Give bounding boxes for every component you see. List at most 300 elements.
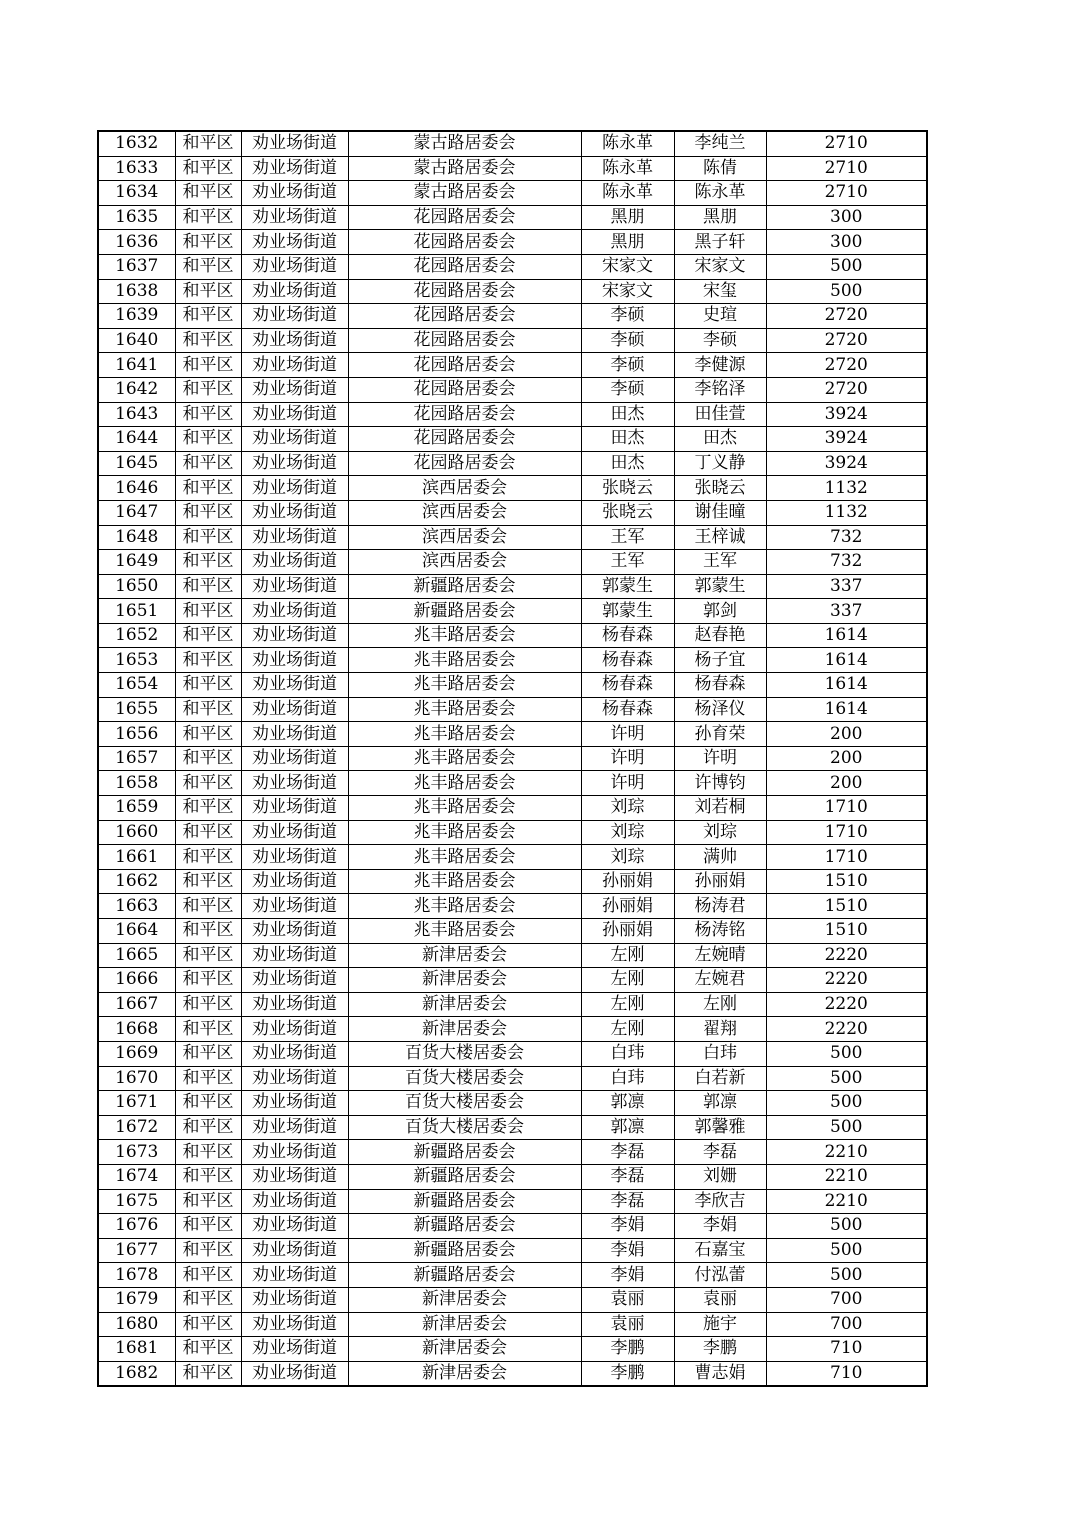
table-row bbox=[98, 476, 927, 501]
district-cell: 和平区 bbox=[175, 919, 241, 944]
amount-cell: 700 bbox=[766, 1287, 927, 1312]
district-cell: 和平区 bbox=[175, 1189, 241, 1214]
district-cell: 和平区 bbox=[175, 1287, 241, 1312]
row-number-cell: 1662 bbox=[98, 869, 175, 894]
committee-cell: 新疆路居委会 bbox=[348, 1263, 581, 1288]
amount-cell: 2210 bbox=[766, 1164, 927, 1189]
committee-cell: 花园路居委会 bbox=[348, 353, 581, 378]
street-cell: 劝业场街道 bbox=[241, 1214, 348, 1239]
street-cell: 劝业场街道 bbox=[241, 377, 348, 402]
amount-cell: 337 bbox=[766, 574, 927, 599]
district-cell: 和平区 bbox=[175, 1041, 241, 1066]
household-head-cell: 田杰 bbox=[581, 451, 674, 476]
row-number-cell: 1637 bbox=[98, 254, 175, 279]
table-row bbox=[98, 771, 927, 796]
row-number-cell: 1667 bbox=[98, 992, 175, 1017]
street-cell: 劝业场街道 bbox=[241, 1164, 348, 1189]
committee-cell: 花园路居委会 bbox=[348, 427, 581, 452]
row-number-cell: 1670 bbox=[98, 1066, 175, 1091]
household-head-cell: 郭蒙生 bbox=[581, 599, 674, 624]
household-head-cell: 袁丽 bbox=[581, 1312, 674, 1337]
household-head-cell: 白玮 bbox=[581, 1066, 674, 1091]
member-name-cell: 杨涛君 bbox=[674, 894, 766, 919]
member-name-cell: 曹志娟 bbox=[674, 1361, 766, 1386]
amount-cell: 700 bbox=[766, 1312, 927, 1337]
table-row bbox=[98, 1361, 927, 1386]
household-head-cell: 郭蒙生 bbox=[581, 574, 674, 599]
row-number-cell: 1636 bbox=[98, 230, 175, 255]
row-number-cell: 1678 bbox=[98, 1263, 175, 1288]
street-cell: 劝业场街道 bbox=[241, 1361, 348, 1386]
district-cell: 和平区 bbox=[175, 1164, 241, 1189]
committee-cell: 滨西居委会 bbox=[348, 550, 581, 575]
row-number-cell: 1672 bbox=[98, 1115, 175, 1140]
district-cell: 和平区 bbox=[175, 402, 241, 427]
member-name-cell: 左刚 bbox=[674, 992, 766, 1017]
table-row bbox=[98, 131, 927, 156]
street-cell: 劝业场街道 bbox=[241, 1263, 348, 1288]
district-cell: 和平区 bbox=[175, 377, 241, 402]
committee-cell: 新疆路居委会 bbox=[348, 1164, 581, 1189]
district-cell: 和平区 bbox=[175, 427, 241, 452]
amount-cell: 500 bbox=[766, 1115, 927, 1140]
household-head-cell: 李硕 bbox=[581, 304, 674, 329]
amount-cell: 500 bbox=[766, 1041, 927, 1066]
member-name-cell: 李磊 bbox=[674, 1140, 766, 1165]
member-name-cell: 许明 bbox=[674, 746, 766, 771]
amount-cell: 2220 bbox=[766, 943, 927, 968]
row-number-cell: 1648 bbox=[98, 525, 175, 550]
committee-cell: 新疆路居委会 bbox=[348, 574, 581, 599]
household-head-cell: 李磊 bbox=[581, 1140, 674, 1165]
member-name-cell: 杨子宜 bbox=[674, 648, 766, 673]
table-row bbox=[98, 722, 927, 747]
committee-cell: 新津居委会 bbox=[348, 943, 581, 968]
member-name-cell: 孙育荣 bbox=[674, 722, 766, 747]
amount-cell: 500 bbox=[766, 1066, 927, 1091]
amount-cell: 2220 bbox=[766, 1017, 927, 1042]
district-cell: 和平区 bbox=[175, 451, 241, 476]
district-cell: 和平区 bbox=[175, 746, 241, 771]
row-number-cell: 1658 bbox=[98, 771, 175, 796]
amount-cell: 2720 bbox=[766, 353, 927, 378]
amount-cell: 1614 bbox=[766, 623, 927, 648]
household-head-cell: 陈永革 bbox=[581, 131, 674, 156]
district-cell: 和平区 bbox=[175, 181, 241, 206]
row-number-cell: 1661 bbox=[98, 845, 175, 870]
row-number-cell: 1665 bbox=[98, 943, 175, 968]
household-head-cell: 白玮 bbox=[581, 1041, 674, 1066]
member-name-cell: 郭剑 bbox=[674, 599, 766, 624]
table-row bbox=[98, 181, 927, 206]
street-cell: 劝业场街道 bbox=[241, 648, 348, 673]
district-cell: 和平区 bbox=[175, 697, 241, 722]
member-name-cell: 石嘉宝 bbox=[674, 1238, 766, 1263]
table-row bbox=[98, 1017, 927, 1042]
table-row bbox=[98, 648, 927, 673]
household-head-cell: 刘琮 bbox=[581, 796, 674, 821]
amount-cell: 2210 bbox=[766, 1189, 927, 1214]
table-row bbox=[98, 377, 927, 402]
committee-cell: 花园路居委会 bbox=[348, 230, 581, 255]
row-number-cell: 1655 bbox=[98, 697, 175, 722]
household-head-cell: 王军 bbox=[581, 525, 674, 550]
amount-cell: 2710 bbox=[766, 156, 927, 181]
street-cell: 劝业场街道 bbox=[241, 279, 348, 304]
member-name-cell: 丁义静 bbox=[674, 451, 766, 476]
district-cell: 和平区 bbox=[175, 1263, 241, 1288]
committee-cell: 兆丰路居委会 bbox=[348, 894, 581, 919]
member-name-cell: 左婉晴 bbox=[674, 943, 766, 968]
household-head-cell: 黑朋 bbox=[581, 230, 674, 255]
row-number-cell: 1664 bbox=[98, 919, 175, 944]
district-cell: 和平区 bbox=[175, 279, 241, 304]
committee-cell: 花园路居委会 bbox=[348, 304, 581, 329]
amount-cell: 500 bbox=[766, 279, 927, 304]
table-row bbox=[98, 697, 927, 722]
member-name-cell: 孙丽娟 bbox=[674, 869, 766, 894]
committee-cell: 新疆路居委会 bbox=[348, 1140, 581, 1165]
district-cell: 和平区 bbox=[175, 254, 241, 279]
household-head-cell: 陈永革 bbox=[581, 156, 674, 181]
table-row bbox=[98, 623, 927, 648]
row-number-cell: 1681 bbox=[98, 1337, 175, 1362]
table-row bbox=[98, 796, 927, 821]
committee-cell: 兆丰路居委会 bbox=[348, 623, 581, 648]
table-row bbox=[98, 992, 927, 1017]
street-cell: 劝业场街道 bbox=[241, 156, 348, 181]
household-head-cell: 孙丽娟 bbox=[581, 894, 674, 919]
street-cell: 劝业场街道 bbox=[241, 254, 348, 279]
row-number-cell: 1649 bbox=[98, 550, 175, 575]
district-cell: 和平区 bbox=[175, 943, 241, 968]
amount-cell: 1710 bbox=[766, 845, 927, 870]
street-cell: 劝业场街道 bbox=[241, 845, 348, 870]
street-cell: 劝业场街道 bbox=[241, 550, 348, 575]
household-head-cell: 杨春森 bbox=[581, 697, 674, 722]
amount-cell: 1510 bbox=[766, 869, 927, 894]
street-cell: 劝业场街道 bbox=[241, 919, 348, 944]
district-cell: 和平区 bbox=[175, 353, 241, 378]
amount-cell: 200 bbox=[766, 722, 927, 747]
amount-cell: 1132 bbox=[766, 476, 927, 501]
district-cell: 和平区 bbox=[175, 845, 241, 870]
committee-cell: 兆丰路居委会 bbox=[348, 697, 581, 722]
table-row bbox=[98, 1189, 927, 1214]
row-number-cell: 1650 bbox=[98, 574, 175, 599]
committee-cell: 新津居委会 bbox=[348, 1287, 581, 1312]
household-head-cell: 李磊 bbox=[581, 1164, 674, 1189]
member-name-cell: 郭凛 bbox=[674, 1091, 766, 1116]
member-name-cell: 陈永革 bbox=[674, 181, 766, 206]
amount-cell: 1614 bbox=[766, 648, 927, 673]
district-cell: 和平区 bbox=[175, 599, 241, 624]
committee-cell: 百货大楼居委会 bbox=[348, 1115, 581, 1140]
street-cell: 劝业场街道 bbox=[241, 574, 348, 599]
table-row bbox=[98, 1091, 927, 1116]
committee-cell: 花园路居委会 bbox=[348, 205, 581, 230]
district-cell: 和平区 bbox=[175, 230, 241, 255]
street-cell: 劝业场街道 bbox=[241, 623, 348, 648]
street-cell: 劝业场街道 bbox=[241, 328, 348, 353]
committee-cell: 百货大楼居委会 bbox=[348, 1066, 581, 1091]
member-name-cell: 宋家文 bbox=[674, 254, 766, 279]
district-cell: 和平区 bbox=[175, 1214, 241, 1239]
household-head-cell: 田杰 bbox=[581, 402, 674, 427]
street-cell: 劝业场街道 bbox=[241, 894, 348, 919]
amount-cell: 1710 bbox=[766, 796, 927, 821]
street-cell: 劝业场街道 bbox=[241, 722, 348, 747]
row-number-cell: 1671 bbox=[98, 1091, 175, 1116]
member-name-cell: 李纯兰 bbox=[674, 131, 766, 156]
member-name-cell: 李欣吉 bbox=[674, 1189, 766, 1214]
table-row bbox=[98, 500, 927, 525]
household-head-cell: 王军 bbox=[581, 550, 674, 575]
street-cell: 劝业场街道 bbox=[241, 353, 348, 378]
table-row bbox=[98, 1312, 927, 1337]
street-cell: 劝业场街道 bbox=[241, 304, 348, 329]
row-number-cell: 1659 bbox=[98, 796, 175, 821]
committee-cell: 兆丰路居委会 bbox=[348, 673, 581, 698]
member-name-cell: 白若新 bbox=[674, 1066, 766, 1091]
row-number-cell: 1657 bbox=[98, 746, 175, 771]
street-cell: 劝业场街道 bbox=[241, 1115, 348, 1140]
member-name-cell: 刘姗 bbox=[674, 1164, 766, 1189]
member-name-cell: 陈倩 bbox=[674, 156, 766, 181]
committee-cell: 新疆路居委会 bbox=[348, 1214, 581, 1239]
committee-cell: 花园路居委会 bbox=[348, 451, 581, 476]
committee-cell: 新津居委会 bbox=[348, 1361, 581, 1386]
committee-cell: 滨西居委会 bbox=[348, 476, 581, 501]
amount-cell: 500 bbox=[766, 1238, 927, 1263]
household-head-cell: 李硕 bbox=[581, 353, 674, 378]
district-cell: 和平区 bbox=[175, 673, 241, 698]
amount-cell: 3924 bbox=[766, 427, 927, 452]
street-cell: 劝业场街道 bbox=[241, 1312, 348, 1337]
committee-cell: 滨西居委会 bbox=[348, 500, 581, 525]
member-name-cell: 李硕 bbox=[674, 328, 766, 353]
street-cell: 劝业场街道 bbox=[241, 673, 348, 698]
row-number-cell: 1673 bbox=[98, 1140, 175, 1165]
street-cell: 劝业场街道 bbox=[241, 1140, 348, 1165]
row-number-cell: 1633 bbox=[98, 156, 175, 181]
member-name-cell: 满帅 bbox=[674, 845, 766, 870]
district-cell: 和平区 bbox=[175, 992, 241, 1017]
committee-cell: 兆丰路居委会 bbox=[348, 771, 581, 796]
street-cell: 劝业场街道 bbox=[241, 402, 348, 427]
row-number-cell: 1674 bbox=[98, 1164, 175, 1189]
district-cell: 和平区 bbox=[175, 796, 241, 821]
street-cell: 劝业场街道 bbox=[241, 500, 348, 525]
row-number-cell: 1651 bbox=[98, 599, 175, 624]
district-cell: 和平区 bbox=[175, 328, 241, 353]
table-row bbox=[98, 1287, 927, 1312]
household-head-cell: 张晓云 bbox=[581, 476, 674, 501]
table-row bbox=[98, 673, 927, 698]
street-cell: 劝业场街道 bbox=[241, 1238, 348, 1263]
household-head-cell: 许明 bbox=[581, 746, 674, 771]
table-row bbox=[98, 1164, 927, 1189]
amount-cell: 710 bbox=[766, 1361, 927, 1386]
member-name-cell: 赵春艳 bbox=[674, 623, 766, 648]
district-cell: 和平区 bbox=[175, 1115, 241, 1140]
committee-cell: 花园路居委会 bbox=[348, 328, 581, 353]
committee-cell: 兆丰路居委会 bbox=[348, 845, 581, 870]
row-number-cell: 1647 bbox=[98, 500, 175, 525]
row-number-cell: 1676 bbox=[98, 1214, 175, 1239]
table-row bbox=[98, 1263, 927, 1288]
row-number-cell: 1641 bbox=[98, 353, 175, 378]
committee-cell: 花园路居委会 bbox=[348, 402, 581, 427]
district-cell: 和平区 bbox=[175, 550, 241, 575]
district-cell: 和平区 bbox=[175, 1066, 241, 1091]
amount-cell: 200 bbox=[766, 746, 927, 771]
household-head-cell: 左刚 bbox=[581, 992, 674, 1017]
member-name-cell: 左婉君 bbox=[674, 968, 766, 993]
amount-cell: 732 bbox=[766, 525, 927, 550]
member-name-cell: 刘琮 bbox=[674, 820, 766, 845]
district-cell: 和平区 bbox=[175, 1361, 241, 1386]
household-head-cell: 郭凛 bbox=[581, 1091, 674, 1116]
row-number-cell: 1669 bbox=[98, 1041, 175, 1066]
household-head-cell: 李硕 bbox=[581, 328, 674, 353]
member-name-cell: 宋玺 bbox=[674, 279, 766, 304]
table-row bbox=[98, 1041, 927, 1066]
row-number-cell: 1638 bbox=[98, 279, 175, 304]
household-head-cell: 左刚 bbox=[581, 1017, 674, 1042]
street-cell: 劝业场街道 bbox=[241, 476, 348, 501]
committee-cell: 新津居委会 bbox=[348, 1337, 581, 1362]
household-head-cell: 刘琮 bbox=[581, 820, 674, 845]
row-number-cell: 1680 bbox=[98, 1312, 175, 1337]
street-cell: 劝业场街道 bbox=[241, 746, 348, 771]
committee-cell: 新津居委会 bbox=[348, 1017, 581, 1042]
row-number-cell: 1675 bbox=[98, 1189, 175, 1214]
member-name-cell: 翟翔 bbox=[674, 1017, 766, 1042]
amount-cell: 3924 bbox=[766, 402, 927, 427]
street-cell: 劝业场街道 bbox=[241, 131, 348, 156]
table-row bbox=[98, 328, 927, 353]
member-name-cell: 黑朋 bbox=[674, 205, 766, 230]
street-cell: 劝业场街道 bbox=[241, 992, 348, 1017]
member-name-cell: 王军 bbox=[674, 550, 766, 575]
household-head-cell: 宋家文 bbox=[581, 279, 674, 304]
household-head-cell: 刘琮 bbox=[581, 845, 674, 870]
street-cell: 劝业场街道 bbox=[241, 1066, 348, 1091]
table-row bbox=[98, 919, 927, 944]
household-head-cell: 孙丽娟 bbox=[581, 919, 674, 944]
committee-cell: 新津居委会 bbox=[348, 1312, 581, 1337]
amount-cell: 1710 bbox=[766, 820, 927, 845]
committee-cell: 兆丰路居委会 bbox=[348, 869, 581, 894]
amount-cell: 1614 bbox=[766, 673, 927, 698]
street-cell: 劝业场街道 bbox=[241, 1337, 348, 1362]
table-row bbox=[98, 304, 927, 329]
household-head-cell: 李硕 bbox=[581, 377, 674, 402]
table-row bbox=[98, 402, 927, 427]
street-cell: 劝业场街道 bbox=[241, 771, 348, 796]
household-head-cell: 左刚 bbox=[581, 943, 674, 968]
table-row bbox=[98, 427, 927, 452]
district-cell: 和平区 bbox=[175, 648, 241, 673]
household-head-cell: 袁丽 bbox=[581, 1287, 674, 1312]
member-name-cell: 李铭泽 bbox=[674, 377, 766, 402]
amount-cell: 1510 bbox=[766, 919, 927, 944]
district-cell: 和平区 bbox=[175, 574, 241, 599]
district-cell: 和平区 bbox=[175, 500, 241, 525]
committee-cell: 百货大楼居委会 bbox=[348, 1041, 581, 1066]
table-row bbox=[98, 1214, 927, 1239]
committee-cell: 新疆路居委会 bbox=[348, 599, 581, 624]
street-cell: 劝业场街道 bbox=[241, 1189, 348, 1214]
street-cell: 劝业场街道 bbox=[241, 230, 348, 255]
member-name-cell: 王梓诚 bbox=[674, 525, 766, 550]
committee-cell: 兆丰路居委会 bbox=[348, 746, 581, 771]
committee-cell: 兆丰路居委会 bbox=[348, 722, 581, 747]
committee-cell: 兆丰路居委会 bbox=[348, 820, 581, 845]
household-head-cell: 李鹏 bbox=[581, 1337, 674, 1362]
amount-cell: 1132 bbox=[766, 500, 927, 525]
member-name-cell: 史瑄 bbox=[674, 304, 766, 329]
row-number-cell: 1639 bbox=[98, 304, 175, 329]
household-head-cell: 李娟 bbox=[581, 1214, 674, 1239]
table-row bbox=[98, 599, 927, 624]
table-row bbox=[98, 869, 927, 894]
member-name-cell: 田杰 bbox=[674, 427, 766, 452]
member-name-cell: 刘若桐 bbox=[674, 796, 766, 821]
amount-cell: 2720 bbox=[766, 328, 927, 353]
member-name-cell: 施宇 bbox=[674, 1312, 766, 1337]
member-name-cell: 许博钧 bbox=[674, 771, 766, 796]
table-row bbox=[98, 968, 927, 993]
committee-cell: 蒙古路居委会 bbox=[348, 131, 581, 156]
district-cell: 和平区 bbox=[175, 1017, 241, 1042]
district-cell: 和平区 bbox=[175, 894, 241, 919]
amount-cell: 337 bbox=[766, 599, 927, 624]
row-number-cell: 1654 bbox=[98, 673, 175, 698]
member-name-cell: 田佳萱 bbox=[674, 402, 766, 427]
member-name-cell: 李健源 bbox=[674, 353, 766, 378]
member-name-cell: 杨春森 bbox=[674, 673, 766, 698]
committee-cell: 花园路居委会 bbox=[348, 279, 581, 304]
table-row bbox=[98, 845, 927, 870]
member-name-cell: 黑子轩 bbox=[674, 230, 766, 255]
committee-cell: 蒙古路居委会 bbox=[348, 156, 581, 181]
amount-cell: 2220 bbox=[766, 968, 927, 993]
member-name-cell: 杨涛铭 bbox=[674, 919, 766, 944]
household-head-cell: 李鹏 bbox=[581, 1361, 674, 1386]
district-cell: 和平区 bbox=[175, 1312, 241, 1337]
member-name-cell: 付泓蕾 bbox=[674, 1263, 766, 1288]
data-table bbox=[97, 130, 928, 1387]
table-row bbox=[98, 1140, 927, 1165]
street-cell: 劝业场街道 bbox=[241, 181, 348, 206]
committee-cell: 花园路居委会 bbox=[348, 377, 581, 402]
member-name-cell: 郭蒙生 bbox=[674, 574, 766, 599]
street-cell: 劝业场街道 bbox=[241, 869, 348, 894]
household-head-cell: 李娟 bbox=[581, 1263, 674, 1288]
amount-cell: 3924 bbox=[766, 451, 927, 476]
table-row bbox=[98, 230, 927, 255]
district-cell: 和平区 bbox=[175, 205, 241, 230]
table-row bbox=[98, 353, 927, 378]
table-row bbox=[98, 1115, 927, 1140]
street-cell: 劝业场街道 bbox=[241, 943, 348, 968]
amount-cell: 2710 bbox=[766, 181, 927, 206]
member-name-cell: 李鹏 bbox=[674, 1337, 766, 1362]
district-cell: 和平区 bbox=[175, 820, 241, 845]
row-number-cell: 1652 bbox=[98, 623, 175, 648]
